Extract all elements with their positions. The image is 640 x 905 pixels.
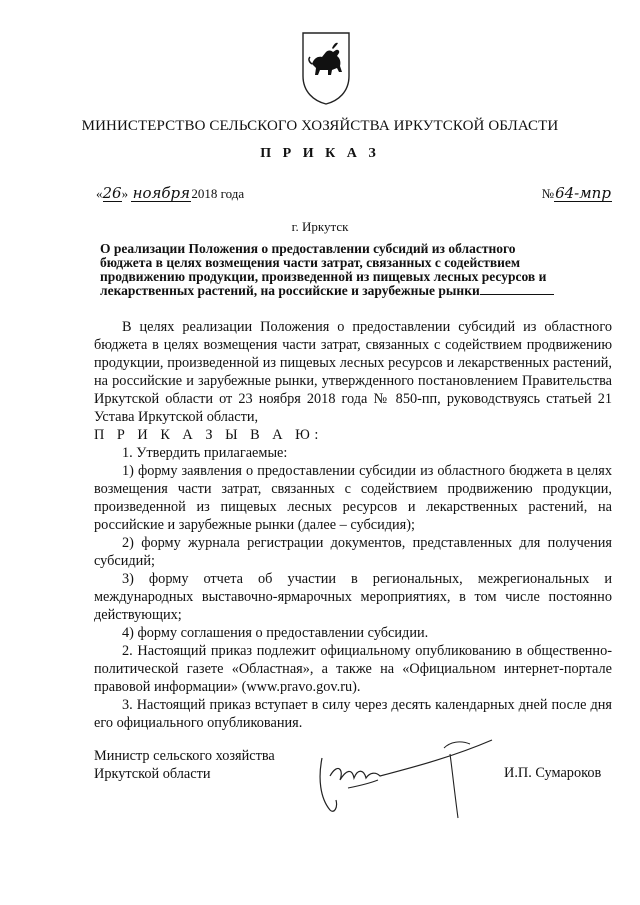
item-1-3: 3) форму отчета об участии в региональных, межрегиональных и международных выставочно-ярмарочных мероприятиях, в том числе постоянно действующих; <box>94 571 612 623</box>
signatory-position <box>94 747 275 783</box>
item-2: 2. Настоящий приказ подлежит официальному опубликованию в общественно-политической газете «Областная», а также на «Официальном интернет-портале правовой информации» (www.pravo.gov.ru). <box>94 643 612 695</box>
number-prefix: № <box>541 186 554 201</box>
title-line-4 <box>100 284 570 298</box>
title-line-3: продвижению продукции, произведенной из пищевых лесных ресурсов и <box>100 269 547 284</box>
order-date <box>96 186 244 202</box>
city: г. Иркутск <box>291 219 349 234</box>
item-3: 3. Настоящий приказ вступает в силу через десять календарных дней после дня его официального опубликования. <box>94 697 612 731</box>
preamble: В целях реализации Положения о предоставлении субсидий из областного бюджета в целях возмещения части затрат, связанных с содействием продвижению продукции, произведенной из пищевых лесных ресурсов и лекарственных растений, на российские и зарубежные рынки, утвержденного постановлением Правительства Иркутской области от 23 ноября 2018 года № 850-пп, руководствуясь статьей 21 Устава Иркутской области, <box>94 319 612 425</box>
order-body <box>94 318 612 732</box>
document-type: П Р И К А З <box>260 146 380 161</box>
number-value: 64-мпр <box>555 184 611 202</box>
date-month: ноября <box>132 184 191 202</box>
item-1-4: 4) форму соглашения о предоставлении субсидии. <box>122 625 429 641</box>
date-close-quote: » <box>121 186 129 201</box>
title-line-1: О реализации Положения о предоставлении субсидий из областного <box>100 241 516 256</box>
ministry-name: МИНИСТЕРСТВО СЕЛЬСКОГО ХОЗЯЙСТВА ИРКУТСКОЙ ОБЛАСТИ <box>81 118 559 134</box>
title-underline <box>480 284 554 295</box>
date-year: 2018 года <box>191 186 245 201</box>
position-line-2: Иркутской области <box>94 766 211 782</box>
item-1: 1. Утвердить прилагаемые: <box>122 445 288 461</box>
title-line-2: бюджета в целях возмещения части затрат, связанных с содействием <box>100 255 521 270</box>
date-day: 26 <box>102 184 122 202</box>
date-open-quote: « <box>96 186 103 201</box>
handwritten-signature-icon <box>300 718 500 828</box>
order-word: П Р И К А З Ы В А Ю: <box>94 427 323 443</box>
order-title <box>100 242 570 298</box>
item-1-1: 1) форму заявления о предоставлении субсидии из областного бюджета в целях возмещения части затрат, связанных с содействием продвижению продукции, произведенной из пищевых лесных ресурсов и лекарственных растений, на российские и зарубежные рынки (далее – субсидия); <box>94 463 612 533</box>
position-line-1: Министр сельского хозяйства <box>94 748 275 764</box>
item-1-2: 2) форму журнала регистрации документов, представленных для получения субсидий; <box>94 535 612 569</box>
order-number <box>542 186 612 202</box>
title-line-4-text: лекарственных растений, на российские и зарубежные рынки <box>100 283 480 298</box>
signatory-name: И.П. Сумароков <box>504 765 602 781</box>
coat-of-arms-icon <box>300 30 352 106</box>
